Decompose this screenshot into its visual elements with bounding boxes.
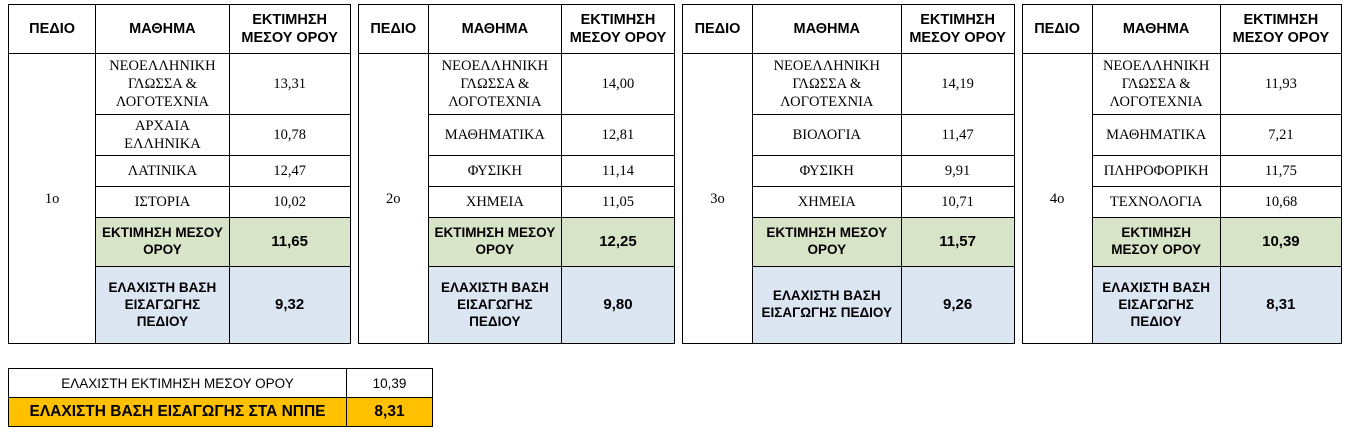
- subject-cell: ΛΑΤΙΝΙΚΑ: [96, 156, 229, 187]
- average-value-2: 12,25: [562, 218, 675, 267]
- spacer-3: [1014, 5, 1022, 54]
- subject-cell: ΜΑΘΗΜΑΤΙΚΑ: [1092, 115, 1220, 156]
- average-value-4: 10,39: [1220, 218, 1341, 267]
- spacer-1: [350, 5, 358, 54]
- header-subject-1: ΜΑΘΗΜΑ: [96, 5, 229, 54]
- value-cell: 11,05: [562, 187, 675, 218]
- summary-min-base-value: 8,31: [347, 398, 433, 427]
- value-cell: 11,75: [1220, 156, 1341, 187]
- base-label-4: ΕΛΑΧΙΣΤΗ ΒΑΣΗ ΕΙΣΑΓΩΓΗΣ ΠΕΔΙΟΥ: [1092, 267, 1220, 344]
- subject-cell: ΙΣΤΟΡΙΑ: [96, 187, 229, 218]
- field-name-2: 2ο: [358, 54, 428, 344]
- subject-cell: ΤΕΧΝΟΛΟΓΙΑ: [1092, 187, 1220, 218]
- subject-cell: ΑΡΧΑΙΑ ΕΛΛΗΝΙΚΑ: [96, 115, 229, 156]
- subject-cell: ΠΛΗΡΟΦΟΡΙΚΗ: [1092, 156, 1220, 187]
- average-value-1: 11,65: [229, 218, 350, 267]
- average-value-3: 11,57: [901, 218, 1014, 267]
- base-value-3: 9,26: [901, 267, 1014, 344]
- field-name-4: 4ο: [1022, 54, 1092, 344]
- estimates-table: [8, 4, 1342, 344]
- subject-cell: ΧΗΜΕΙΑ: [428, 187, 561, 218]
- average-label-4: ΕΚΤΙΜΗΣΗ ΜΕΣΟΥ ΟΡΟΥ: [1092, 218, 1220, 267]
- subject-cell: ΝΕΟΕΛΛΗΝΙΚΗ ΓΛΩΣΣΑ & ΛΟΓΟΤΕΧΝΙΑ: [428, 54, 561, 115]
- base-label-1: ΕΛΑΧΙΣΤΗ ΒΑΣΗ ΕΙΣΑΓΩΓΗΣ ΠΕΔΙΟΥ: [96, 267, 229, 344]
- base-label-2: ΕΛΑΧΙΣΤΗ ΒΑΣΗ ΕΙΣΑΓΩΓΗΣ ΠΕΔΙΟΥ: [428, 267, 561, 344]
- spacer-col-3: [1014, 54, 1022, 344]
- average-label-1: ΕΚΤΙΜΗΣΗ ΜΕΣΟΥ ΟΡΟΥ: [96, 218, 229, 267]
- base-value-1: 9,32: [229, 267, 350, 344]
- base-label-3: ΕΛΑΧΙΣΤΗ ΒΑΣΗ ΕΙΣΑΓΩΓΗΣ ΠΕΔΙΟΥ: [752, 267, 901, 344]
- header-subject-3: ΜΑΘΗΜΑ: [752, 5, 901, 54]
- value-cell: 13,31: [229, 54, 350, 115]
- value-cell: 10,71: [901, 187, 1014, 218]
- summary-min-average-label: ΕΛΑΧΙΣΤΗ ΕΚΤΙΜΗΣΗ ΜΕΣΟΥ ΟΡΟΥ: [9, 369, 347, 398]
- spacer-2: [674, 5, 682, 54]
- value-cell: 10,68: [1220, 187, 1341, 218]
- header-average-2: ΕΚΤΙΜΗΣΗ ΜΕΣΟΥ ΟΡΟΥ: [562, 5, 675, 54]
- header-field-2: ΠΕΔΙΟ: [358, 5, 428, 54]
- summary-row-min-average: [9, 369, 433, 398]
- header-field-4: ΠΕΔΙΟ: [1022, 5, 1092, 54]
- header-average-4: ΕΚΤΙΜΗΣΗ ΜΕΣΟΥ ΟΡΟΥ: [1220, 5, 1341, 54]
- base-value-2: 9,80: [562, 267, 675, 344]
- subject-cell: ΧΗΜΕΙΑ: [752, 187, 901, 218]
- subject-cell: ΦΥΣΙΚΗ: [428, 156, 561, 187]
- value-cell: 7,21: [1220, 115, 1341, 156]
- subject-cell: ΝΕΟΕΛΛΗΝΙΚΗ ΓΛΩΣΣΑ & ΛΟΓΟΤΕΧΝΙΑ: [96, 54, 229, 115]
- value-cell: 10,02: [229, 187, 350, 218]
- value-cell: 9,91: [901, 156, 1014, 187]
- header-subject-4: ΜΑΘΗΜΑ: [1092, 5, 1220, 54]
- value-cell: 11,93: [1220, 54, 1341, 115]
- average-label-3: ΕΚΤΙΜΗΣΗ ΜΕΣΟΥ ΟΡΟΥ: [752, 218, 901, 267]
- spacer-col-2: [674, 54, 682, 344]
- table-row: [9, 54, 1342, 115]
- subject-cell: ΜΑΘΗΜΑΤΙΚΑ: [428, 115, 561, 156]
- summary-min-base-label: ΕΛΑΧΙΣΤΗ ΒΑΣΗ ΕΙΣΑΓΩΓΗΣ ΣΤΑ ΝΠΠΕ: [9, 398, 347, 427]
- value-cell: 14,00: [562, 54, 675, 115]
- spacer-col-1: [350, 54, 358, 344]
- subject-cell: ΒΙΟΛΟΓΙΑ: [752, 115, 901, 156]
- value-cell: 12,81: [562, 115, 675, 156]
- value-cell: 11,14: [562, 156, 675, 187]
- subject-cell: ΝΕΟΕΛΛΗΝΙΚΗ ΓΛΩΣΣΑ & ΛΟΓΟΤΕΧΝΙΑ: [752, 54, 901, 115]
- field-name-1: 1ο: [9, 54, 96, 344]
- header-average-3: ΕΚΤΙΜΗΣΗ ΜΕΣΟΥ ΟΡΟΥ: [901, 5, 1014, 54]
- header-average-1: ΕΚΤΙΜΗΣΗ ΜΕΣΟΥ ΟΡΟΥ: [229, 5, 350, 54]
- summary-min-average-value: 10,39: [347, 369, 433, 398]
- summary-table: [8, 368, 433, 427]
- field-name-3: 3ο: [683, 54, 753, 344]
- header-field-3: ΠΕΔΙΟ: [683, 5, 753, 54]
- header-subject-2: ΜΑΘΗΜΑ: [428, 5, 561, 54]
- value-cell: 14,19: [901, 54, 1014, 115]
- subject-cell: ΝΕΟΕΛΛΗΝΙΚΗ ΓΛΩΣΣΑ & ΛΟΓΟΤΕΧΝΙΑ: [1092, 54, 1220, 115]
- value-cell: 10,78: [229, 115, 350, 156]
- value-cell: 12,47: [229, 156, 350, 187]
- subject-cell: ΦΥΣΙΚΗ: [752, 156, 901, 187]
- average-label-2: ΕΚΤΙΜΗΣΗ ΜΕΣΟΥ ΟΡΟΥ: [428, 218, 561, 267]
- table-header-row: [9, 5, 1342, 54]
- summary-row-min-base: [9, 398, 433, 427]
- header-field-1: ΠΕΔΙΟ: [9, 5, 96, 54]
- value-cell: 11,47: [901, 115, 1014, 156]
- base-value-4: 8,31: [1220, 267, 1341, 344]
